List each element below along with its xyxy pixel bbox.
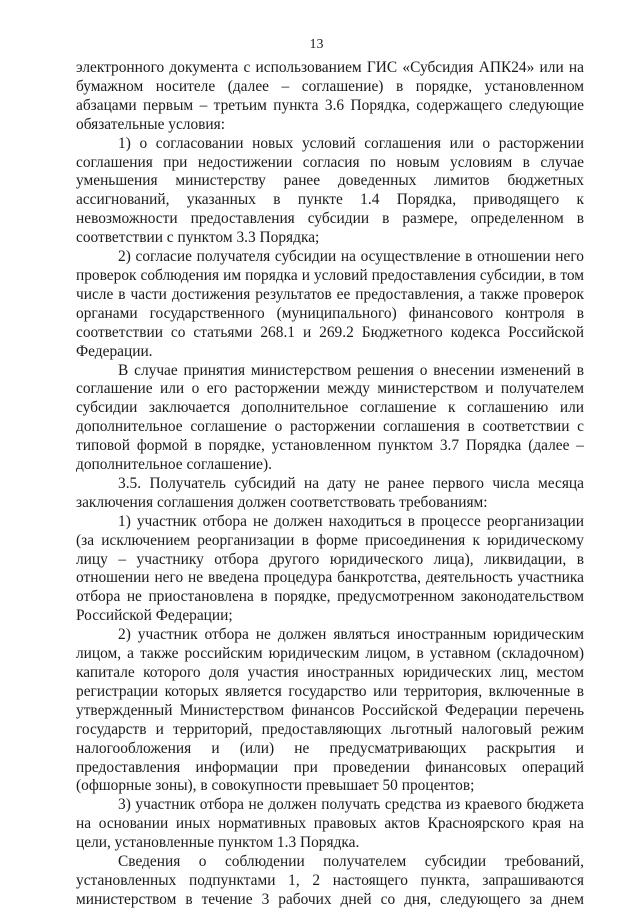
paragraph-amendment: В случае принятия министерством решения о внесении изменений в соглашение или о его расторжении между министерством и получателем субсидии заключается дополнительное соглашение к соглашению или дополнительное соглашение о расторжении соглашения в соответствии с типовой формой в порядке, установленном пунктом 3.7 Порядка (далее – дополнительное соглашение). <box>76 361 584 474</box>
paragraph-requirement-2: 2) участник отбора не должен являться иностранным юридическим лицом, а также российским юридическим лицом, в уставном (складочном) капитале которого доля участия иностранных юридических лиц, местом регистрации которых является государство или территория, включенные в утвержденный Министерством финансов Российской Федерации перечень государств и территорий, предоставляющих льготный налоговый режим налогообложения и (или) не предусматривающих раскрытия и предоставления информации при проведении финансовых операций (офшорные зоны), в совокупности превышает 50 процентов; <box>76 626 584 795</box>
paragraph-condition-2: 2) согласие получателя субсидии на осуществление в отношении него проверок соблюдения им порядка и условий предоставления субсидии, в том числе в части достижения результатов ее предоставления, а также проверок органами государственного (муниципального) финансового контроля в соответствии со статьями 268.1 и 269.2 Бюджетного кодекса Российской Федерации. <box>76 248 584 360</box>
document-text-body <box>76 59 584 910</box>
page-number: 13 <box>309 37 324 52</box>
paragraph-compliance-info: Сведения о соблюдении получателем субсидии требований, установленных подпунктами 1, 2 настоящего пункта, запрашиваются министерством в течение 3 рабочих дней со дня, следующего за днем <box>76 853 584 908</box>
paragraph-requirement-1: 1) участник отбора не должен находиться в процессе реорганизации (за исключением реорганизации в форме присоединения к юридическому лицу – участнику отбора другого юридического лица), ликвидации, в отношении него не введена процедура банкротства, деятельность участника отбора не приостановлена в порядке, предусмотренном законодательством Российской Федерации; <box>76 512 584 625</box>
paragraph-condition-1: 1) о согласовании новых условий соглашения или о расторжении соглашения при недостижении согласия по новым условиям в случае уменьшения министерству ранее доведенных лимитов бюджетных ассигнований, указанных в пункте 1.4 Порядка, приводящего к невозможности предоставления субсидии в размере, определенном в соответствии с пунктом 3.3 Порядка; <box>76 134 584 247</box>
paragraph-agreement-intro: электронного документа с использованием ГИС «Субсидия АПК24» или на бумажном носителе (далее – соглашение) в порядке, установленном абзацами первым – третьим пункта 3.6 Порядка, содержащего следующие обязательные условия: <box>76 59 584 133</box>
paragraph-section-3-5: 3.5. Получатель субсидий на дату не ранее первого числа месяца заключения соглашения должен соответствовать требованиям: <box>76 474 584 511</box>
paragraph-requirement-3: 3) участник отбора не должен получать средства из краевого бюджета на основании иных нормативных правовых актов Красноярского края на цели, установленные пунктом 1.3 Порядка. <box>76 796 584 852</box>
